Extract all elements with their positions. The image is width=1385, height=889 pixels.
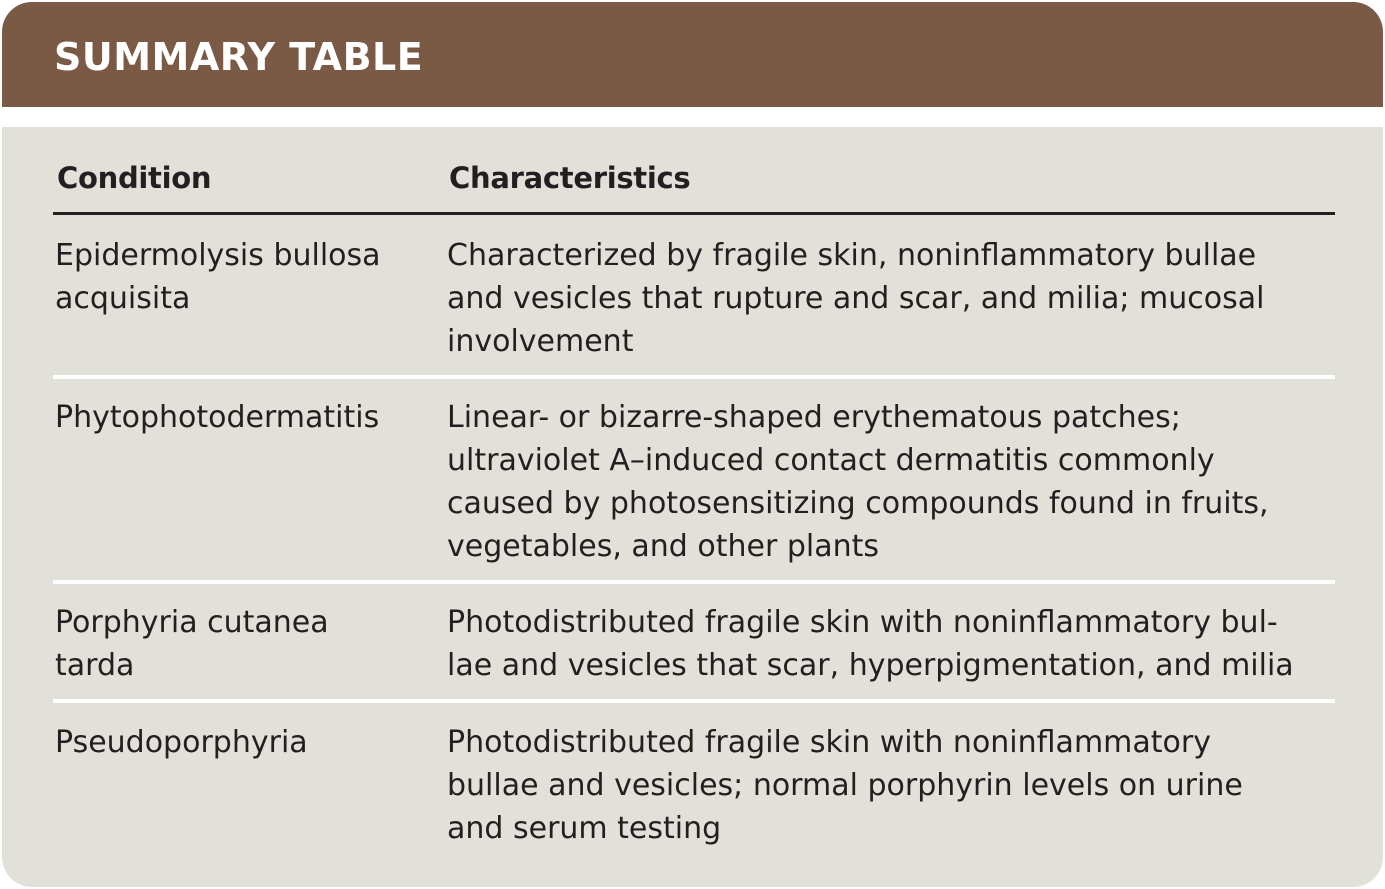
characteristics-cell bbox=[447, 601, 1327, 687]
characteristics-line: and serum testing bbox=[447, 811, 722, 846]
condition-line: Epidermolysis bullosa bbox=[55, 238, 381, 273]
row-divider bbox=[53, 699, 1335, 703]
characteristics-line: caused by photosensitizing compounds found in fruits, bbox=[447, 486, 1269, 521]
header-rule bbox=[53, 212, 1335, 215]
header-gap bbox=[2, 107, 1383, 127]
characteristics-line: Characterized by fragile skin, noninflammatory bullae bbox=[447, 238, 1257, 273]
characteristics-cell bbox=[447, 234, 1327, 363]
characteristics-line: Linear- or bizarre-shaped erythematous patches; bbox=[447, 400, 1181, 435]
condition-cell bbox=[55, 601, 435, 687]
characteristics-line: ultraviolet A–induced contact dermatitis commonly bbox=[447, 443, 1215, 478]
characteristics-line: Photodistributed fragile skin with noninflammatory bbox=[447, 725, 1211, 760]
condition-line: acquisita bbox=[55, 281, 191, 316]
condition-cell bbox=[55, 396, 435, 439]
characteristics-line: lae and vesicles that scar, hyperpigmentation, and milia bbox=[447, 648, 1294, 683]
condition-line: Phytophotodermatitis bbox=[55, 400, 380, 435]
column-header-characteristics: Characteristics bbox=[449, 161, 691, 195]
characteristics-line: vegetables, and other plants bbox=[447, 529, 879, 564]
column-header-condition: Condition bbox=[57, 161, 212, 195]
condition-cell bbox=[55, 721, 435, 764]
characteristics-line: involvement bbox=[447, 324, 634, 359]
characteristics-cell bbox=[447, 721, 1327, 850]
table-header-bar bbox=[2, 2, 1383, 107]
table-title: SUMMARY TABLE bbox=[54, 35, 424, 79]
condition-line: Porphyria cutanea bbox=[55, 605, 329, 640]
row-divider bbox=[53, 580, 1335, 584]
condition-cell bbox=[55, 234, 435, 320]
characteristics-line: bullae and vesicles; normal porphyrin levels on urine bbox=[447, 768, 1243, 803]
characteristics-line: Photodistributed fragile skin with noninflammatory bul- bbox=[447, 605, 1278, 640]
condition-line: tarda bbox=[55, 648, 135, 683]
characteristics-line: and vesicles that rupture and scar, and milia; mucosal bbox=[447, 281, 1265, 316]
summary-table-card bbox=[2, 2, 1383, 887]
row-divider bbox=[53, 375, 1335, 379]
characteristics-cell bbox=[447, 396, 1327, 568]
condition-line: Pseudoporphyria bbox=[55, 725, 308, 760]
